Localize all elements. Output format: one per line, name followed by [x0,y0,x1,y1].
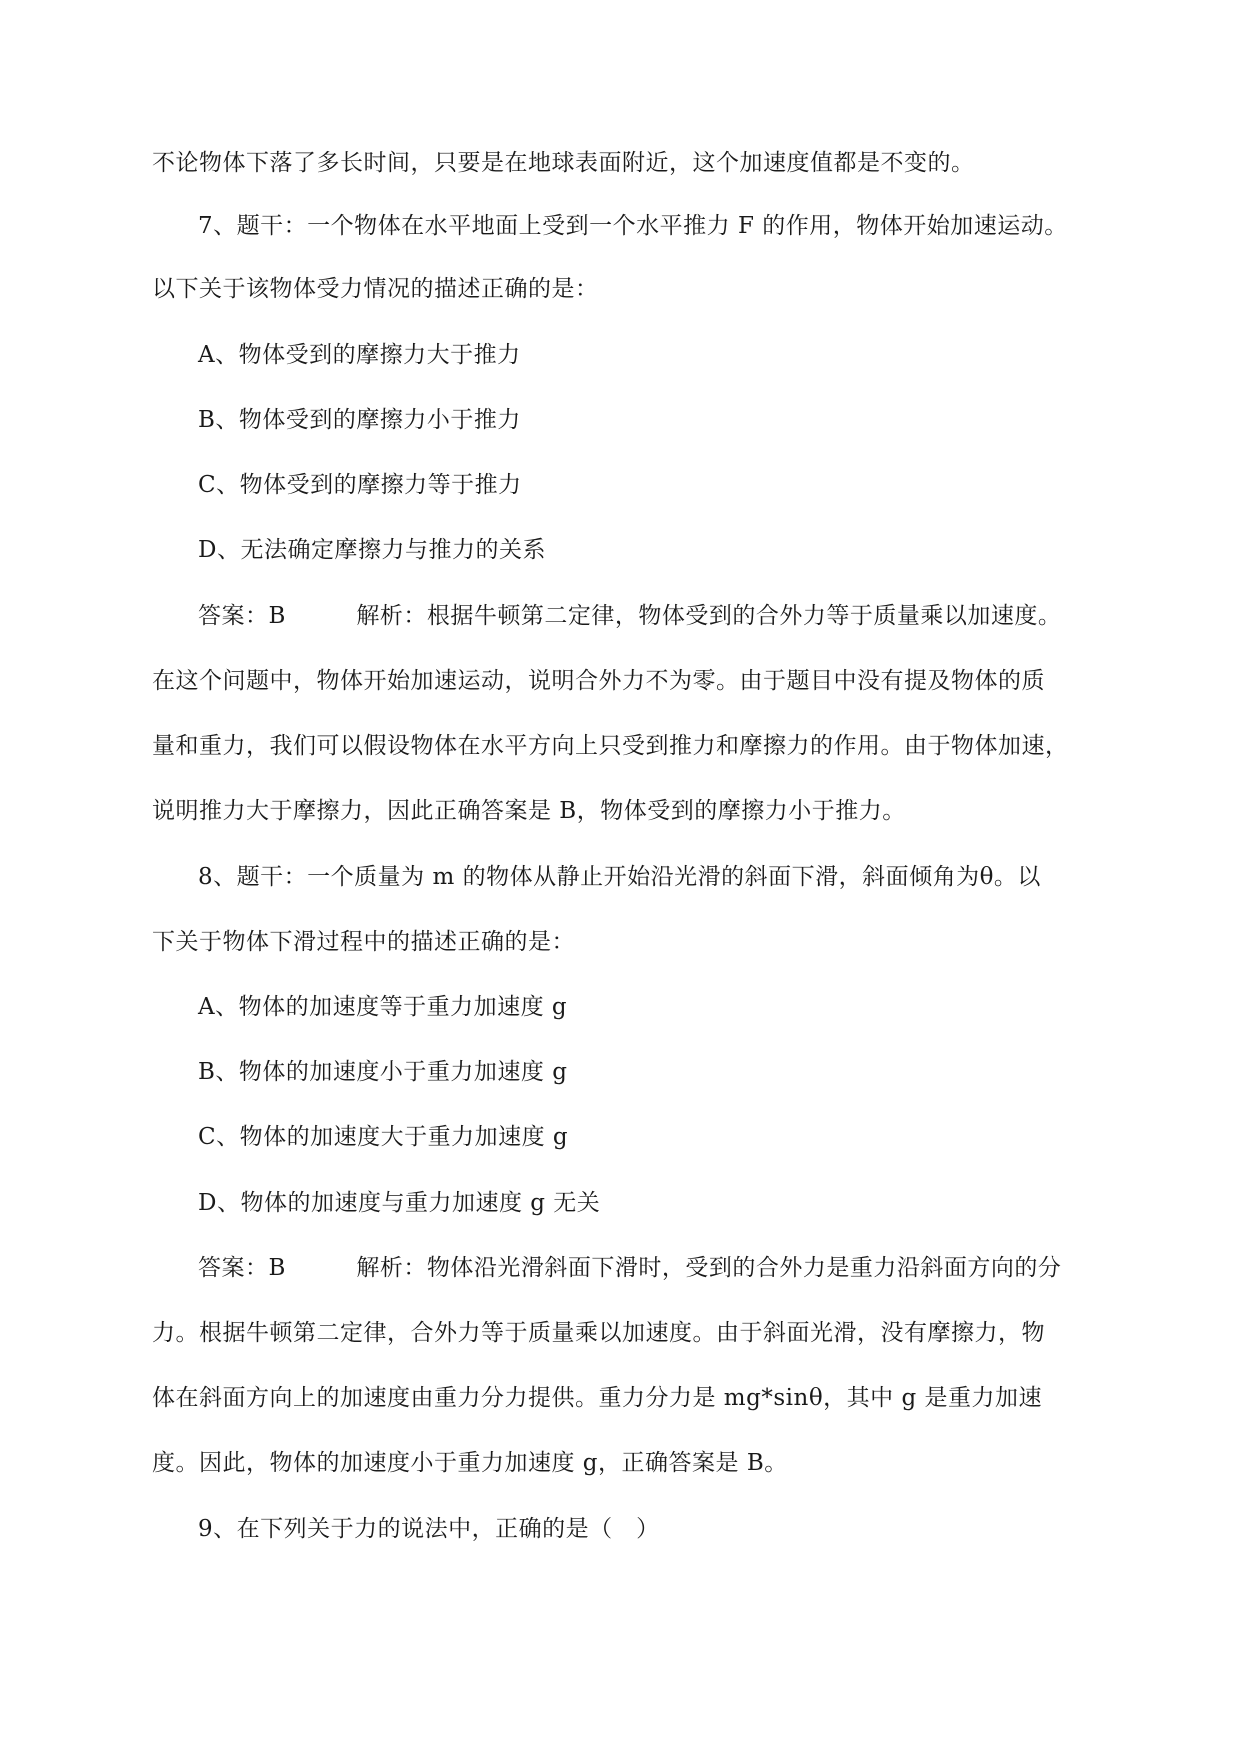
question-7-explanation: 量和重力，我们可以假设物体在水平方向上只受到推力和摩擦力的作用。由于物体加速， [152,733,1069,759]
question-8-explanation: 体在斜面方向上的加速度由重力分力提供。重力分力是 mg*sinθ，其中 g 是重力加速 [152,1385,1043,1411]
question-7-explanation: 在这个问题中，物体开始加速运动，说明合外力不为零。由于题目中没有提及物体的质 [152,668,1045,694]
question-8-option-b: B、物体的加速度小于重力加速度 g [198,1059,568,1085]
question-7-option-d: D、无法确定摩擦力与推力的关系 [198,537,546,563]
question-8-option-c: C、物体的加速度大于重力加速度 g [198,1124,569,1150]
question-7-explanation: 说明推力大于摩擦力，因此正确答案是 B，物体受到的摩擦力小于推力。 [152,798,906,824]
question-7-option-c: C、物体受到的摩擦力等于推力 [198,472,522,498]
question-8-stem-cont: 下关于物体下滑过程中的描述正确的是： [152,929,575,955]
question-9-stem: 9、在下列关于力的说法中，正确的是（ ） [198,1516,660,1542]
question-8-explanation: 力。根据牛顿第二定律，合外力等于质量乘以加速度。由于斜面光滑，没有摩擦力，物 [152,1320,1045,1346]
question-7-answer: 答案：B 解析：根据牛顿第二定律，物体受到的合外力等于质量乘以加速度。 [198,603,1062,629]
question-8-stem: 8、题干：一个质量为 m 的物体从静止开始沿光滑的斜面下滑，斜面倾角为θ。以 [198,864,1041,890]
question-8-answer: 答案：B 解析：物体沿光滑斜面下滑时，受到的合外力是重力沿斜面方向的分 [198,1255,1062,1281]
text-line: 不论物体下落了多长时间，只要是在地球表面附近，这个加速度值都是不变的。 [152,150,975,176]
question-8-option-d: D、物体的加速度与重力加速度 g 无关 [198,1190,601,1216]
question-8-option-a: A、物体的加速度等于重力加速度 g [198,994,568,1020]
question-7-stem-cont: 以下关于该物体受力情况的描述正确的是： [152,276,599,302]
question-7-option-b: B、物体受到的摩擦力小于推力 [198,407,521,433]
question-7-option-a: A、物体受到的摩擦力大于推力 [198,342,521,368]
question-8-explanation: 度。因此，物体的加速度小于重力加速度 g，正确答案是 B。 [152,1450,788,1476]
question-7-stem: 7、题干：一个物体在水平地面上受到一个水平推力 F 的作用，物体开始加速运动。 [198,213,1068,239]
